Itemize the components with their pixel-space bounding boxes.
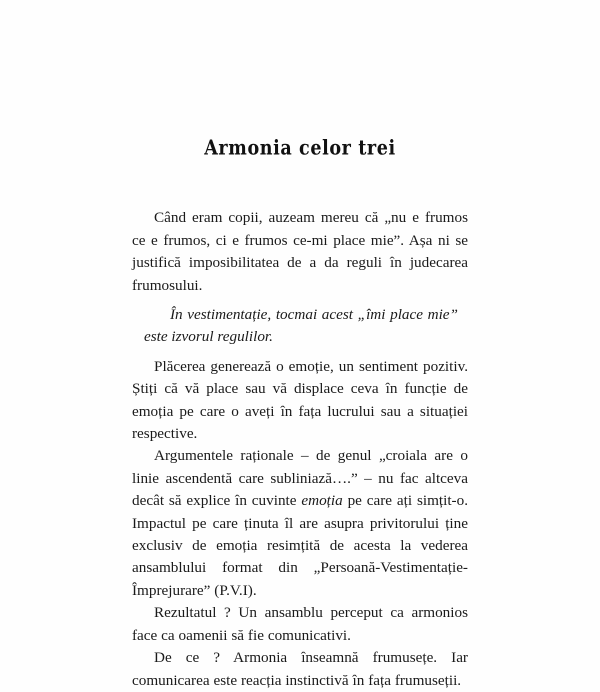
text-column [132, 136, 468, 692]
page-title: Armonia celor trei [204, 136, 396, 160]
italic-quotation-block: În vestimentație, tocmai acest „îmi place mie” este izvorul regulilor. [144, 306, 458, 346]
body-paragraph-3 [132, 445, 468, 602]
body-paragraph-2: Plăcerea generează o emoție, un sentiment pozitiv. Știți că vă place sau vă displace ceva în funcție de emoția pe care o aveți în fața lucrului sau a situației respective. [132, 357, 468, 443]
title-spacer [132, 159, 468, 207]
body-paragraph-5: De ce ? Armonia înseamnă frumusețe. Iar comunicarea este reacția instinctivă în fața frumuseții. [132, 649, 468, 689]
emphasized-word-emotia: emoția [301, 492, 343, 510]
body-paragraph-1: Când eram copii, auzeam mereu că „nu e frumos ce e frumos, ci e frumos ce-mi place mie”. Așa ni se justifică imposibilitatea de a da reguli în judecarea frumosului. [132, 209, 468, 294]
paragraph-3-segment-before-emphasis: Argumentele raționale – de genul „croiala are o linie ascendentă care subliniază….” – nu fac altceva decât să explice în cuvinte [132, 447, 468, 510]
paragraph-3-segment-after-emphasis: pe care ați simțit-o. Impactul pe care ținuta îl are asupra privitorului ține exclusiv de emoția resimțită de acesta la vederea ansamblului format din „Persoană-Vestimentație-Împrejurare” (P.V.I). [132, 492, 468, 599]
body-paragraph-4: Rezultatul ? Un ansamblu perceput ca armonios face ca oamenii să fie comunicativi. [132, 604, 468, 644]
